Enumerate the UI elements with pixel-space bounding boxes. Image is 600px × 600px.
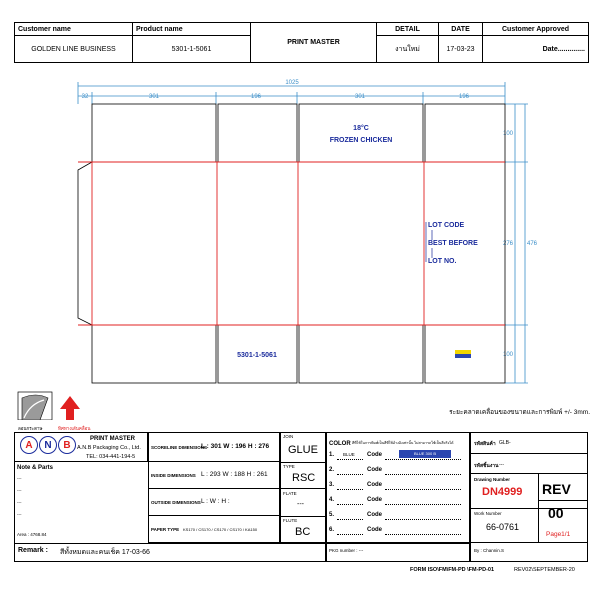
detail-value: งานใหม่ — [377, 36, 439, 63]
notes-label: Note & Parts — [17, 465, 54, 471]
corrugation-label: ลอนกระดาษ — [18, 426, 43, 431]
join-label: JOIN — [283, 434, 294, 439]
form-code: FORM ISO\FM\FM-PD \FM-PD-01 — [410, 567, 495, 573]
date-label: DATE — [439, 23, 483, 36]
paper-value: KS170 / CS170 / CS170 / CS170 / KA150 — [183, 527, 258, 532]
color-row-code-label: Code — [367, 527, 382, 533]
remark-value: สีทั้งหมดและคนเช็ค 17-03-66 — [60, 549, 150, 556]
inside-label: INSIDE DIMENSIONS — [151, 473, 196, 478]
dim-panel-4: 196 — [458, 94, 470, 100]
outside-label: OUTSIDE DIMENSIONS — [151, 500, 201, 505]
color-row-number: 2. — [329, 467, 335, 473]
color-row — [329, 467, 467, 477]
corrugation-icon — [18, 392, 52, 420]
scoreline-value: L : 301 W : 196 H : 276 — [201, 443, 270, 450]
area-value: Area : 4768.84 — [17, 532, 47, 537]
color-row-name: BLUE — [343, 452, 355, 457]
product-value: 5301-1-5061 — [133, 36, 251, 63]
tolerance-note: ระยะคลาดเคลื่อนของขนาดและการพิมพ์ +/- 3mm. — [449, 409, 590, 416]
arrow-label: ทิศทางเส้นคลื่อน — [58, 426, 91, 431]
dim-height-top: 100 — [502, 131, 513, 137]
barcode-label-icon — [455, 350, 471, 354]
lot-no-text: LOT NO. — [428, 258, 457, 265]
lot-code-text: LOT CODE — [428, 222, 465, 229]
notes-line-4: --- — [17, 512, 22, 517]
color-row-number: 6. — [329, 527, 335, 533]
work-label: Work Number — [474, 511, 502, 516]
best-before-text: BEST BEFORE — [428, 240, 478, 247]
date-value: 17-03-23 — [439, 36, 483, 63]
dim-panel-1: 301 — [148, 94, 160, 100]
product-text: FROZEN CHICKEN — [329, 137, 393, 144]
dim-glue-flap: 32 — [81, 94, 89, 100]
rev-date: REV02\SEPTEMBER-20 — [514, 567, 575, 573]
dim-height-mid: 276 — [502, 241, 513, 247]
color-swatch: BLUE 300 B — [399, 450, 451, 458]
dim-panel-3: 301 — [354, 94, 366, 100]
color-row-number: 3. — [329, 482, 335, 488]
color-row-number: 5. — [329, 512, 335, 518]
notes-line-1: --- — [17, 476, 22, 481]
page-title: PRINT MASTER — [251, 23, 377, 63]
color-label: COLOR — [329, 441, 351, 447]
approved-value: Date.............. — [483, 36, 589, 63]
type-value: RSC — [292, 472, 316, 484]
color-note: สีที่ใช้ในการพิมพ์เป็นสีที่ใช้อ้างอิงเท่านั้น ไม่สามารถใช้เป็นสีจริงได้ — [352, 441, 454, 445]
color-row — [329, 527, 467, 537]
color-row — [329, 452, 467, 462]
customer-value: GOLDEN LINE BUSINESS — [15, 36, 133, 63]
logo-letter-b: B — [58, 436, 76, 454]
company-logo — [20, 436, 76, 454]
flate-value: --- — [297, 501, 304, 508]
scoreline-label: SCORELINE DIMENSIONS — [151, 445, 208, 450]
product-code-text: 5301-1-5061 — [237, 352, 277, 359]
color-row-code-label: Code — [367, 482, 382, 488]
drawing-number: DN4999 — [482, 486, 523, 498]
join-value: GLUE — [288, 444, 318, 456]
customer-code2-value: --- — [499, 462, 504, 468]
inside-value: L : 293 W : 188 H : 261 — [201, 471, 268, 478]
flute-label: FLUTE — [283, 518, 298, 523]
by-label: By : Channin.S — [474, 548, 505, 553]
dim-height-bottom: 100 — [502, 352, 513, 358]
dimension-lines — [78, 82, 528, 383]
type-label: TYPE — [283, 464, 295, 469]
temp-text: 18°C — [353, 125, 369, 132]
customer-code-label: รหัสสินค้า — [474, 441, 496, 447]
logo-letter-n: N — [39, 436, 57, 454]
product-label: Product name — [133, 23, 251, 36]
flute-value: BC — [295, 526, 311, 538]
page-number: Page1/1 — [546, 531, 571, 538]
approved-label: Customer Approved — [483, 23, 589, 36]
color-row — [329, 482, 467, 492]
outside-value: L : W : H : — [201, 498, 230, 505]
color-row-code-label: Code — [367, 512, 382, 518]
company-name: A.N.B Packaging Co., Ltd. — [77, 445, 141, 451]
work-number: 66-0761 — [486, 522, 520, 532]
customer-code-value: GLB- — [499, 440, 511, 446]
color-row-number: 1. — [329, 452, 335, 458]
color-row — [329, 497, 467, 507]
remark-label: Remark : — [18, 547, 48, 554]
pkg-number: PKG number : --- — [329, 548, 364, 553]
detail-label: DETAIL — [377, 23, 439, 36]
flate-label: FLATE — [283, 491, 297, 496]
company-tel: TEL: 034-441-194-5 — [86, 454, 136, 460]
color-row — [329, 512, 467, 522]
color-row-code-label: Code — [367, 452, 382, 458]
color-row-number: 4. — [329, 497, 335, 503]
color-row-code-label: Code — [367, 497, 382, 503]
drawing-label: Drawing Number — [474, 477, 511, 482]
customer-label: Customer name — [15, 23, 133, 36]
flute-direction-arrow-icon — [60, 396, 80, 420]
rev-value: 00 — [548, 505, 564, 521]
customer-code2-label: รหัสชิ้นงาน — [474, 463, 499, 469]
notes-line-2: --- — [17, 488, 22, 493]
dim-panel-2: 196 — [250, 94, 262, 100]
rev-label: REV — [542, 481, 571, 497]
dim-total-height: 476 — [527, 241, 538, 247]
notes-line-3: --- — [17, 500, 22, 505]
paper-label: PAPER TYPE — [151, 527, 180, 532]
dim-overall-width: 1025 — [285, 80, 299, 86]
company-title: PRINT MASTER — [90, 436, 135, 442]
color-row-code-label: Code — [367, 467, 382, 473]
logo-letter-a: A — [20, 436, 38, 454]
